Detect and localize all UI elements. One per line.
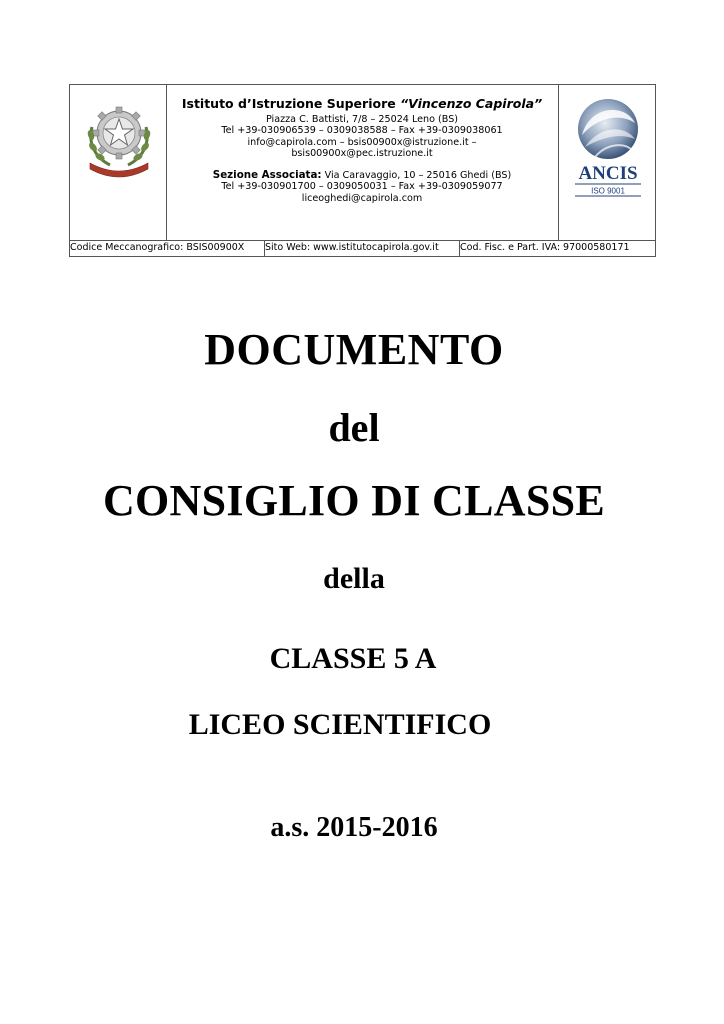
republic-emblem-icon bbox=[82, 97, 156, 183]
institute-address: Piazza C. Battisti, 7/8 – 25024 Leno (BS) bbox=[265, 114, 459, 125]
ancis-logo-icon bbox=[565, 95, 651, 203]
tax-code: Cod. Fisc. e Part. IVA: 97000580171 bbox=[459, 240, 630, 256]
section-label: Sezione Associata: bbox=[212, 169, 322, 182]
ancis-logo-text: ANCIS bbox=[578, 163, 638, 184]
institute-prefix: Istituto d’Istruzione Superiore bbox=[181, 96, 401, 111]
institute-name: “Vincenzo Capirola” bbox=[400, 96, 543, 111]
section-address-line bbox=[167, 170, 557, 181]
institute-pec: bsis00900x@pec.istruzione.it bbox=[291, 147, 433, 159]
doc-title-line1: DOCUMENTO bbox=[204, 325, 504, 374]
letterhead-footer bbox=[70, 240, 655, 256]
institute-title bbox=[167, 97, 557, 111]
school-code: Codice Meccanografico: BSIS00900X bbox=[70, 242, 245, 253]
section-address: Via Caravaggio, 10 – 25016 Ghedi (BS) bbox=[321, 170, 512, 182]
doc-title-line3: CONSIGLIO DI CLASSE bbox=[102, 476, 606, 525]
iso-badge-text: ISO 9001 bbox=[591, 186, 625, 196]
class-name: CLASSE 5 A bbox=[269, 642, 437, 675]
school-website: Sito Web: www.istitutocapirola.gov.it bbox=[264, 240, 439, 256]
letterhead-top bbox=[70, 85, 655, 241]
doc-title-line2: del bbox=[328, 405, 380, 450]
institute-emails: info@capirola.com – bsis00900x@istruzione.it – bbox=[247, 136, 477, 148]
section-phone: Tel +39-030901700 – 0309050031 – Fax +39-0309059077 bbox=[221, 181, 503, 193]
logo-cell bbox=[558, 85, 656, 240]
emblem-cell bbox=[70, 85, 167, 240]
section-email: liceoghedi@capirola.com bbox=[301, 192, 423, 204]
doc-title-line4: della bbox=[323, 562, 385, 595]
letterhead bbox=[69, 84, 656, 257]
school-year: a.s. 2015-2016 bbox=[270, 812, 438, 843]
school-track: LICEO SCIENTIFICO bbox=[188, 708, 492, 741]
institute-info bbox=[167, 85, 557, 240]
institute-phone: Tel +39-030906539 – 0309038588 – Fax +39-0309038061 bbox=[221, 125, 503, 137]
